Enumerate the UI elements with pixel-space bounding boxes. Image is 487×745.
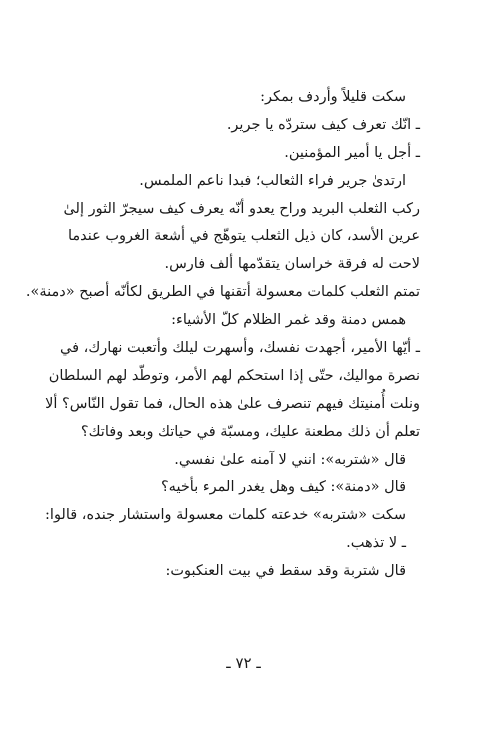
text-line: ونلت أُمنيتك فيهم تنصرف علىٰ هذه الحال، فما تقول النّاس؟ ألا [45,395,420,412]
page-number: ـ ٧٢ ـ [226,654,261,672]
text-line: قال شتربة وقد سقط في بيت العنكبوت: [165,563,406,580]
text-line: ركب الثعلب البريد وراح يعدو أنّه يعرف كيف سيجرّ الثور إلىٰ [63,200,420,217]
text-line: قال «دمنة»: كيف وهل يغدر المرء بأخيه؟ [160,479,406,496]
text-line: ـ انّك تعرف كيف ستردّه يا جرير. [226,116,420,133]
text-line: قال «شتربه»: انني لا آمنه علىٰ نفسي. [174,451,406,468]
text-line: تعلم أن ذلك مطعنة عليك، ومسبّة في حياتك وبعد وفاتك؟ [80,423,420,440]
text-line: عرين الأسد، كان ذيل الثعلب يتوهّج في أشعة الغروب عندما [67,228,420,245]
text-line: ارتدىٰ جرير فراء الثعالب؛ فبدا ناعم الملمس. [139,172,406,189]
text-line: نصرة مواليك، حتّى إذا استحكم لهم الأمر، وتوطّد لهم السلطان [48,367,420,384]
text-line: تمتم الثعلب كلمات معسولة أتقنها في الطريق لكأنّه أصبح «دمنة». [25,284,420,301]
text-line: ـ أجل يا أمير المؤمنين. [284,144,420,161]
text-line: سكت «شتربه» خدعته كلمات معسولة واستشار جنده، قالوا: [45,507,406,524]
text-line: سكت قليلاً وأردف بمكر: [260,89,406,105]
body-text [25,84,420,586]
text-line: لاحت له فرقة خراسان يتقدّمها ألف فارس. [164,256,420,273]
text-line: ـ أيّها الأمير، أجهدت نفسك، وأسهرت ليلك وأتعبت نهارك، في [60,340,420,357]
text-line: همس دمنة وقد غمر الظلام كلّ الأشياء: [171,312,406,329]
text-line: ـ لا تذهب. [346,535,406,552]
